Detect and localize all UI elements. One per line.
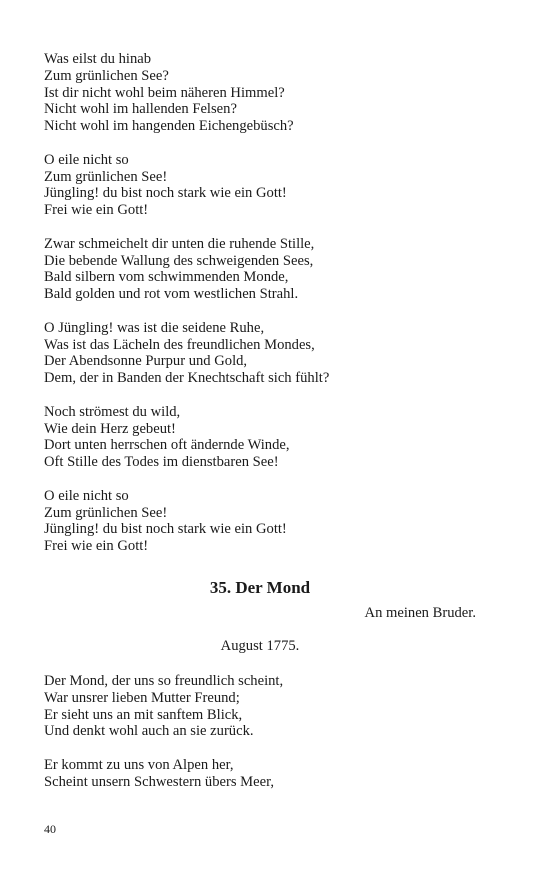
verse-line: War unsrer lieben Mutter Freund;	[44, 689, 240, 706]
verse-line: Jüngling! du bist noch stark wie ein Gott!	[44, 521, 287, 538]
poem-title: 35. Der Mond	[209, 578, 311, 597]
poem-previous-continuation	[44, 51, 484, 555]
verse-line: Wie dein Herz gebeut!	[44, 420, 176, 437]
verse-line: Er sieht uns an mit sanftem Blick,	[44, 706, 243, 723]
verse-line: Nicht wohl im hangenden Eichengebüsch?	[44, 118, 294, 135]
stanza	[44, 152, 484, 219]
verse-line: Er kommt zu uns von Alpen her,	[44, 756, 234, 773]
stanza	[44, 404, 484, 471]
verse-line: Der Mond, der uns so freundlich scheint,	[44, 673, 284, 689]
verse-line: Zum grünlichen See!	[44, 168, 168, 185]
stanza	[44, 236, 484, 303]
verse-line: O eile nicht so	[44, 487, 129, 504]
verse-line: Nicht wohl im hallenden Felsen?	[44, 101, 237, 118]
stanza	[44, 488, 484, 555]
verse-line: Jüngling! du bist noch stark wie ein Gott!	[44, 185, 287, 202]
verse-line: Die bebende Wallung des schweigenden Sees,	[44, 252, 314, 269]
stanza	[44, 673, 484, 740]
verse-line: O eile nicht so	[44, 151, 129, 168]
verse-line: Zwar schmeichelt dir unten die ruhende Stille,	[44, 235, 315, 252]
verse-line: Scheint unsern Schwestern übers Meer,	[44, 773, 275, 790]
verse-line: Frei wie ein Gott!	[44, 538, 149, 555]
poem-date: August 1775.	[220, 638, 300, 654]
poem-der-mond	[44, 673, 484, 791]
verse-line: Oft Stille des Todes im dienstbaren See!	[44, 454, 279, 471]
verse-line: Ist dir nicht wohl beim näheren Himmel?	[44, 84, 285, 101]
verse-line: Noch strömest du wild,	[44, 403, 181, 420]
verse-line: Was eilst du hinab	[44, 51, 152, 67]
page-number: 40	[44, 822, 56, 836]
verse-line: Bald golden und rot vom westlichen Strahl.	[44, 286, 299, 303]
verse-line: Was ist das Lächeln des freundlichen Mondes,	[44, 336, 315, 353]
verse-line: Zum grünlichen See!	[44, 504, 168, 521]
verse-line: Bald silbern vom schwimmenden Monde,	[44, 269, 289, 286]
stanza	[44, 51, 484, 135]
verse-line: Und denkt wohl auch an sie zurück.	[44, 723, 254, 740]
stanza	[44, 320, 484, 387]
verse-line: Frei wie ein Gott!	[44, 202, 149, 219]
poem-dedication: An meinen Bruder.	[364, 605, 476, 621]
verse-line: Zum grünlichen See?	[44, 67, 169, 84]
verse-line: O Jüngling! was ist die seidene Ruhe,	[44, 319, 265, 336]
stanza	[44, 757, 484, 791]
verse-line: Der Abendsonne Purpur und Gold,	[44, 353, 248, 370]
verse-line: Dort unten herrschen oft ändernde Winde,	[44, 437, 290, 454]
verse-line: Dem, der in Banden der Knechtschaft sich fühlt?	[44, 370, 330, 387]
